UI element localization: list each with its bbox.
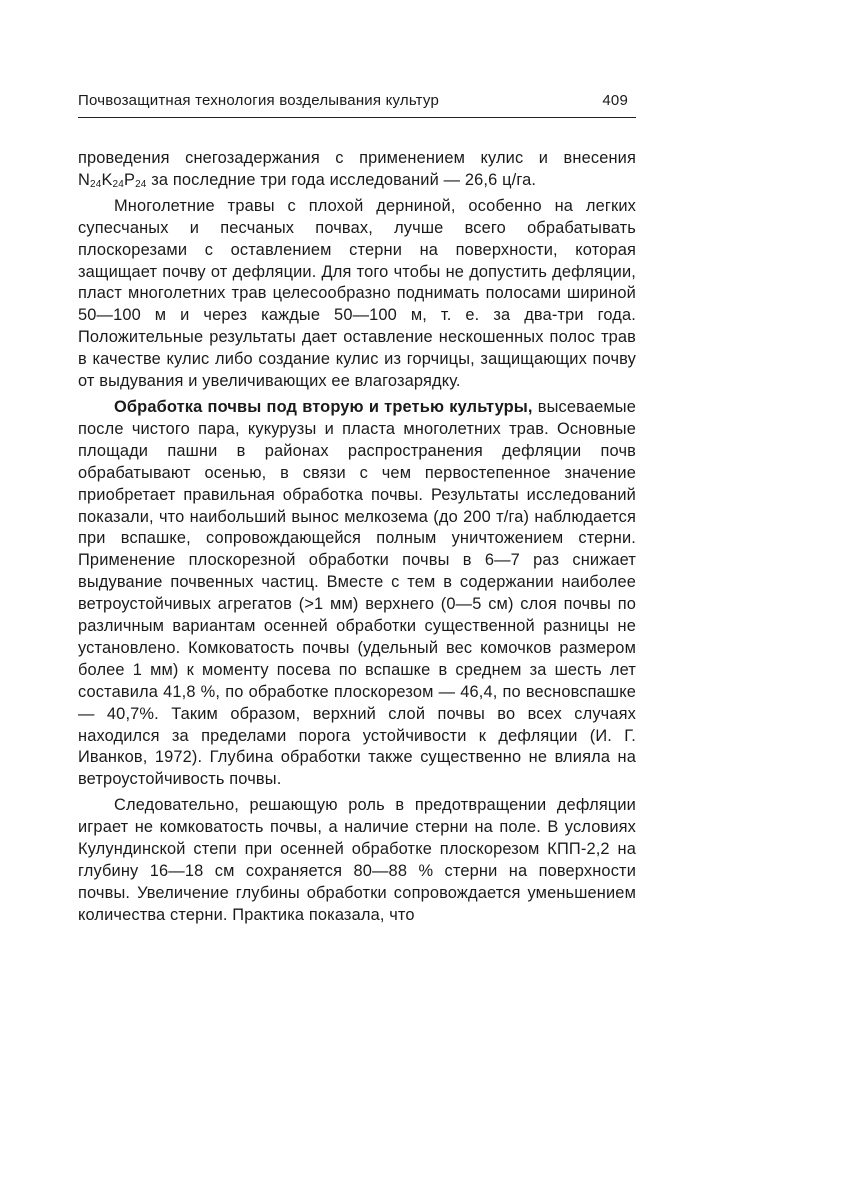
paragraph-3-bold-lead: Обработка почвы под вторую и третью культуры, [114,397,533,416]
formula-p: P [123,170,136,189]
paragraph-1-text-after-formula: за последние три года исследований — 26,6 ц/га. [146,170,537,189]
book-page [78,92,636,927]
formula-n-sub: 24 [90,178,102,190]
page-number: 409 [602,92,628,109]
formula-k-sub: 24 [112,178,124,190]
paragraph-1-text-before-formula: проведения снегозадержания с применением кулис и внесения [78,149,636,167]
paragraph-2: Многолетние травы с плохой дерниной, особенно на легких супесчаных и песчаных почвах, лучше всего обрабатывать плоскорезами с оставлением стерни на поверхности, которая защищает почву от дефляции. Для того чтобы не допустить дефляции, пласт многолетних трав целесообразно поднимать полосами шириной 50—100 м и через каждые 50—100 м, т. е. за два-три года. Положительные результаты дает оставление нескошенных полос трав в качестве кулис либо создание кулис из горчицы, защищающих почву от выдувания и увеличивающих ее влагозарядку. [78,196,636,391]
formula-p-sub: 24 [135,178,147,190]
paragraph-1 [78,148,636,192]
body-text [78,148,636,927]
paragraph-3-text: высеваемые после чистого пара, кукурузы и пласта многолетних трав. Основные площади пашни в районах распространения дефляции почв обрабатывают осенью, в связи с чем первостепенное значение приобретает правильная обработка почвы. Результаты исследований показали, что наибольший вынос мелкозема (до 200 т/га) наблюдается при вспашке, сопровождающейся полным уничтожением стерни. Применение плоскорезной обработки почвы в 6—7 раз снижает выдувание почвенных частиц. Вместе с тем в содержании наиболее ветроустойчивых агрегатов (>1 мм) верхнего (0—5 см) слоя почвы по различным вариантам осенней обработки существенной разницы не установлено. Комковатость почвы (удельный вес комочков размером более 1 мм) к моменту посева по вспашке в среднем за шесть лет составила 41,8 %, по обработке плоскорезом — 46,4, по весновспашке — 40,7%. Таким образом, верхний слой почвы во всех случаях находился за пределами порога устойчивости к дефляции (И. Г. Иванков, 1972). Глубина обработки также существенно не влияла на ветроустойчивость почвы. [78,397,636,789]
paragraph-4: Следовательно, решающую роль в предотвращении дефляции играет не комковатость почвы, а наличие стерни на поле. В условиях Кулундинской степи при осенней обработке плоскорезом КПП-2,2 на глубину 16—18 см сохраняется 80—88 % стерни на поверхности почвы. Увеличение глубины обработки сопровождается уменьшением количества стерни. Практика показала, что [78,796,636,924]
paragraph-3 [78,397,636,791]
formula-n: N [78,170,90,189]
running-header [78,92,636,118]
fertilizer-formula [78,171,147,189]
formula-k: K [101,170,113,189]
running-title: Почвозащитная технология возделывания культур [78,92,439,109]
